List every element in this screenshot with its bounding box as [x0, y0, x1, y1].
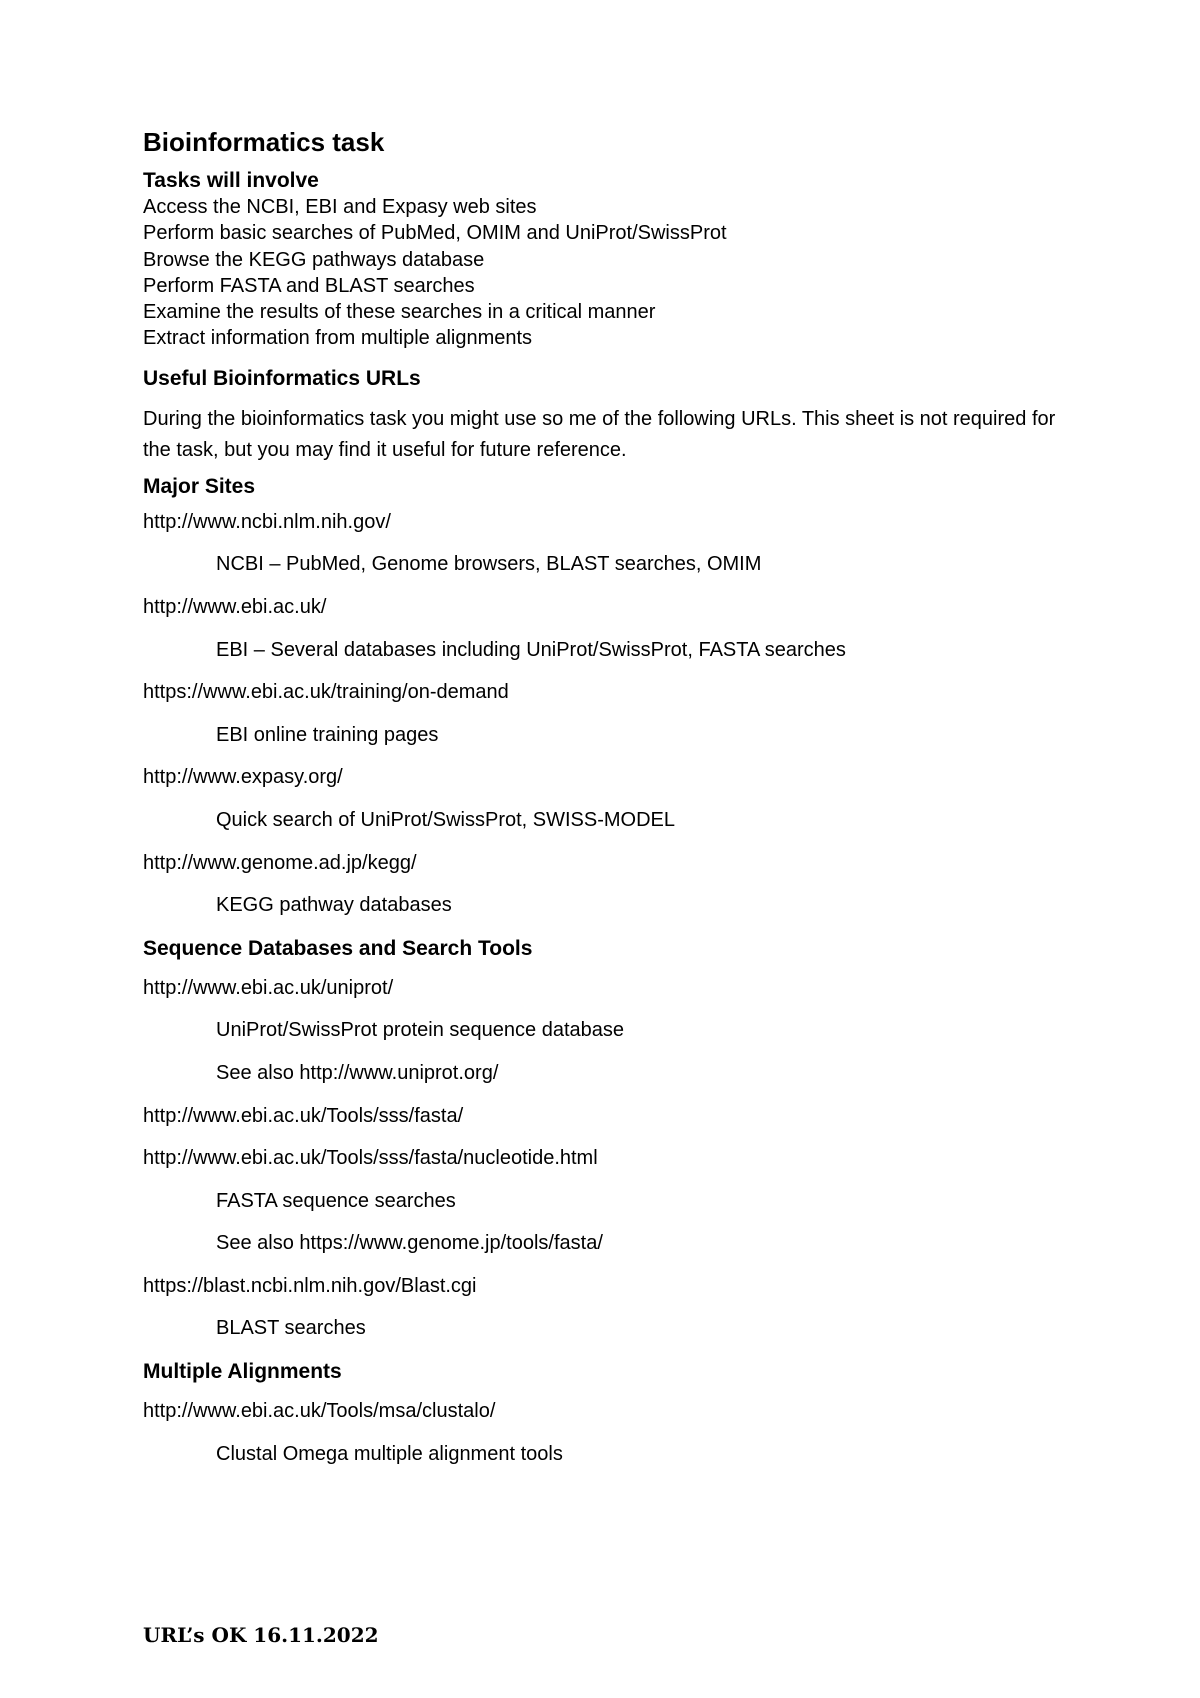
sequence-databases-heading: Sequence Databases and Search Tools	[143, 936, 533, 960]
task-item: Access the NCBI, EBI and Expasy web sites	[143, 196, 537, 218]
url-link-blast[interactable]: https://blast.ncbi.nlm.nih.gov/Blast.cgi	[143, 1274, 477, 1297]
url-link-clustalo[interactable]: http://www.ebi.ac.uk/Tools/msa/clustalo/	[143, 1400, 496, 1423]
url-description: EBI – Several databases including UniProt/SwissProt, FASTA searches	[216, 638, 846, 661]
major-sites-heading: Major Sites	[143, 474, 256, 498]
url-description: FASTA sequence searches	[216, 1189, 456, 1212]
task-item: Extract information from multiple alignments	[143, 327, 533, 350]
url-link-kegg[interactable]: http://www.genome.ad.jp/kegg/	[143, 851, 417, 874]
useful-urls-heading: Useful Bioinformatics URLs	[143, 366, 421, 390]
url-description: EBI online training pages	[216, 723, 439, 746]
url-description: NCBI – PubMed, Genome browsers, BLAST searches, OMIM	[216, 553, 762, 576]
url-description: KEGG pathway databases	[216, 894, 452, 917]
url-description: BLAST searches	[216, 1317, 366, 1340]
document-title: Bioinformatics task	[143, 127, 385, 157]
document-footer: URL’s OK 16.11.2022	[143, 1623, 379, 1647]
url-link-uniprot-ebi[interactable]: http://www.ebi.ac.uk/uniprot/	[143, 976, 394, 999]
url-link-ebi-training[interactable]: https://www.ebi.ac.uk/training/on-demand	[143, 681, 509, 704]
task-item: Perform basic searches of PubMed, OMIM and UniProt/SwissProt	[143, 222, 727, 245]
task-item: Perform FASTA and BLAST searches	[143, 274, 475, 297]
url-link-ebi[interactable]: http://www.ebi.ac.uk/	[143, 595, 327, 618]
task-item: Browse the KEGG pathways database	[143, 248, 485, 271]
task-item: Examine the results of these searches in a critical manner	[143, 301, 656, 324]
url-description: Quick search of UniProt/SwissProt, SWISS-MODEL	[216, 808, 676, 831]
tasks-heading: Tasks will involve	[143, 169, 319, 192]
sequence-databases-entries	[143, 976, 1063, 1341]
multiple-alignments-entries	[143, 1399, 1063, 1466]
url-link-fasta-nucleotide[interactable]: http://www.ebi.ac.uk/Tools/sss/fasta/nucleotide.html	[143, 1147, 598, 1170]
url-link-ncbi[interactable]: http://www.ncbi.nlm.nih.gov/	[143, 510, 391, 533]
url-see-also[interactable]: See also https://www.genome.jp/tools/fasta/	[216, 1232, 603, 1255]
tasks-list	[143, 194, 1063, 352]
url-description: Clustal Omega multiple alignment tools	[216, 1442, 563, 1465]
url-see-also[interactable]: See also http://www.uniprot.org/	[216, 1061, 499, 1084]
useful-urls-intro: During the bioinformatics task you might use so me of the following URLs. This sheet is not required for the task, but you may find it useful for future reference.	[143, 407, 1056, 461]
document-content	[143, 126, 1063, 1484]
major-sites-entries	[143, 510, 1063, 917]
url-link-expasy[interactable]: http://www.expasy.org/	[143, 766, 343, 789]
url-description: UniProt/SwissProt protein sequence database	[216, 1019, 625, 1042]
url-link-fasta[interactable]: http://www.ebi.ac.uk/Tools/sss/fasta/	[143, 1104, 464, 1127]
multiple-alignments-heading: Multiple Alignments	[143, 1360, 342, 1384]
